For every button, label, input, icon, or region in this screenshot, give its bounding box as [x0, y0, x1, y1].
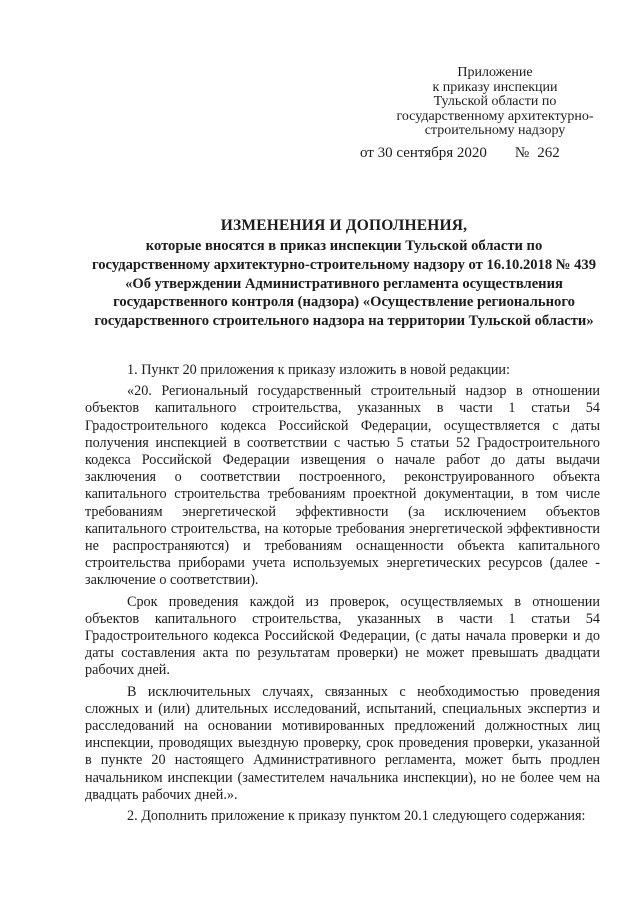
appendix-line: Приложение [457, 65, 533, 80]
paragraph: Срок проведения каждой из проверок, осуществляемых в отношении объектов капитального строительства, указанных в части 1 статьи 54 Градостроительного кодекса Российской Федерации, (с даты начала проверки и до даты составления акта по результатам проверки) не может превышать двадцати рабочих дней. [85, 593, 600, 679]
order-number: 262 [537, 145, 560, 161]
order-number-sign: № [514, 145, 530, 161]
appendix-line: к приказу инспекции [432, 79, 558, 95]
document-body [85, 362, 600, 829]
appendix-line: Тульской области по [433, 94, 557, 110]
appendix-line: государственному архитектурно- [396, 108, 594, 124]
paragraph: «20. Региональный государственный строительный надзор в отношении объектов капитального строительства, указанных в части 1 статьи 54 Градостроительного кодекса Российской Федерации, осуществляется с даты получения инспекцией в соответствии с частью 5 статьи 52 Градостроительного кодекса Российской Федерации извещения о начале работ до даты выдачи заключения о соответствии построенного, реконструированного объекта капитального строительства требованиям проектной документации, в том числе требованиям энергетической эффективности (за исключением объектов капитального строительства, на которые требования энергетической эффективности не распространяются) и требованиям оснащенности объекта капитального строительства приборами учета используемых энергетических ресурсов (далее - заключение о соответствии). [85, 383, 600, 589]
order-date: от 30 сентября 2020 [360, 145, 487, 161]
document-title [85, 216, 603, 331]
paragraph: В исключительных случаях, связанных с необходимостью проведения сложных и (или) длительных исследований, испытаний, специальных экспертиз и расследований на основании мотивированных предложений должностных лиц инспекции, проводящих выездную проверку, срок проведения проверки, указанной в пункте 20 настоящего Административного регламента, может быть продлен начальником инспекции (заместителем начальника инспекции), но не более чем на двадцать рабочих дней.». [85, 683, 600, 803]
title-subtitle: которые вносятся в приказ инспекции Тульской области по государственному архитектурно-строительному надзору от 16.10.2018 № 439 «Об утверждении Административного регламента осуществления государственного контроля (надзора) «Осуществление регионального государственного строительного надзора на территории Тульской области» [91, 238, 597, 330]
order-date-number [360, 144, 560, 162]
title-main: ИЗМЕНЕНИЯ И ДОПОЛНЕНИЯ, [220, 217, 468, 234]
appendix-header [395, 66, 595, 139]
paragraph: 2. Дополнить приложение к приказу пунктом 20.1 следующего содержания: [127, 808, 586, 825]
paragraph: 1. Пункт 20 приложения к приказу изложить в новой редакции: [127, 362, 510, 378]
appendix-line: строительному надзору [424, 123, 566, 139]
